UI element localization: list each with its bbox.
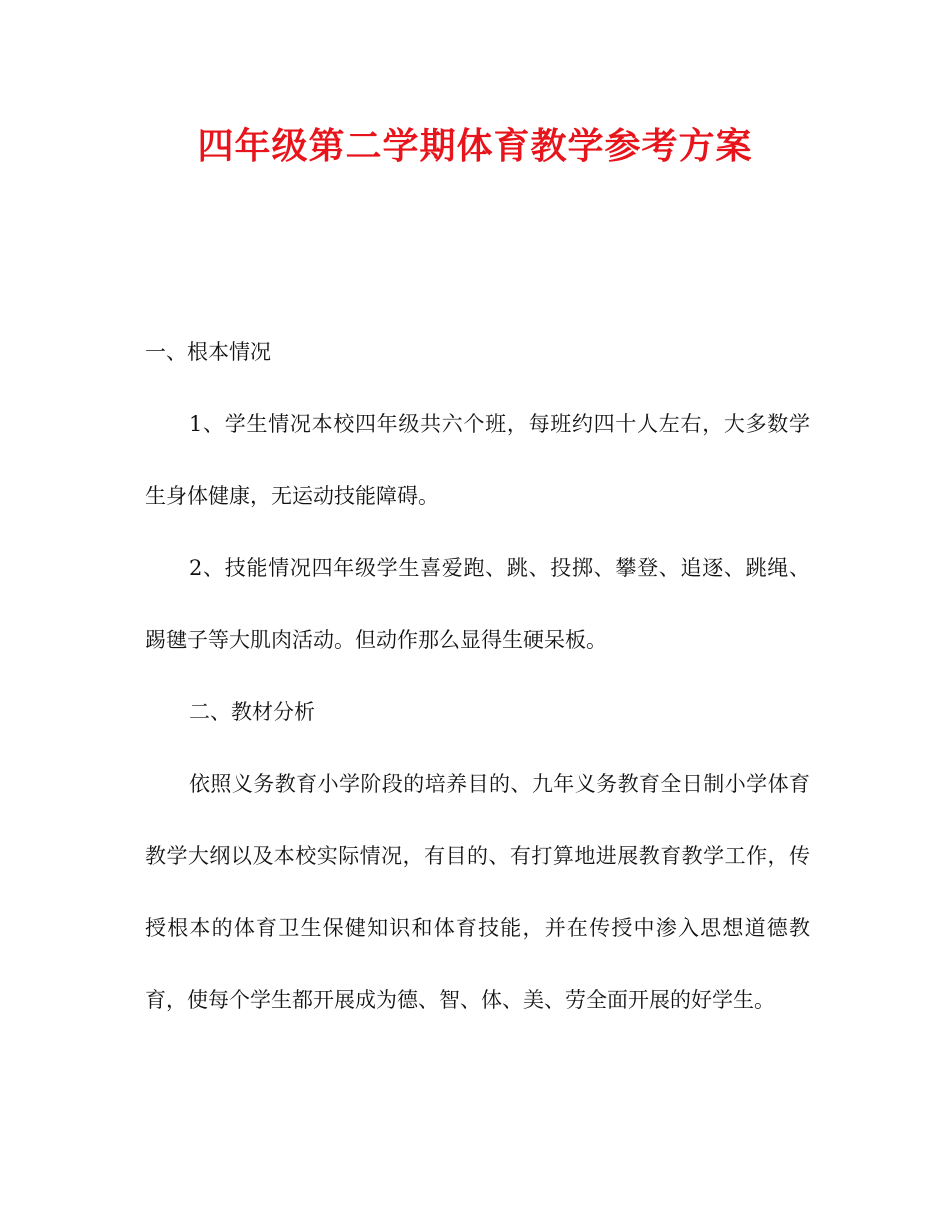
paragraph-textbook-analysis: 依照义务教育小学阶段的培养目的、九年义务教育全日制小学体育教学大纲以及本校实际情况，有目的、有打算地进展教育教学工作，传授根本的体育卫生保健知识和体育技能，并在传授中渗入思想道德教育，使每个学生都开展成为德、智、体、美、劳全面开展的好学生。 xyxy=(145,772,810,1012)
section-heading-textbook-analysis: 二、教材分析 xyxy=(189,700,315,724)
paragraph-skill-situation: 2、技能情况四年级学生喜爱跑、跳、投掷、攀登、追逐、跳绳、踢毽子等大肌肉活动。但动作那么显得生硬呆板。 xyxy=(145,556,810,652)
paragraph-student-situation: 1、学生情况本校四年级共六个班，每班约四十人左右，大多数学生身体健康，无运动技能障碍。 xyxy=(145,412,810,508)
section-heading-basic-situation: 一、根本情况 xyxy=(145,340,271,364)
page-title: 四年级第二学期体育教学参考方案 xyxy=(197,126,753,167)
document-body xyxy=(145,316,810,1036)
